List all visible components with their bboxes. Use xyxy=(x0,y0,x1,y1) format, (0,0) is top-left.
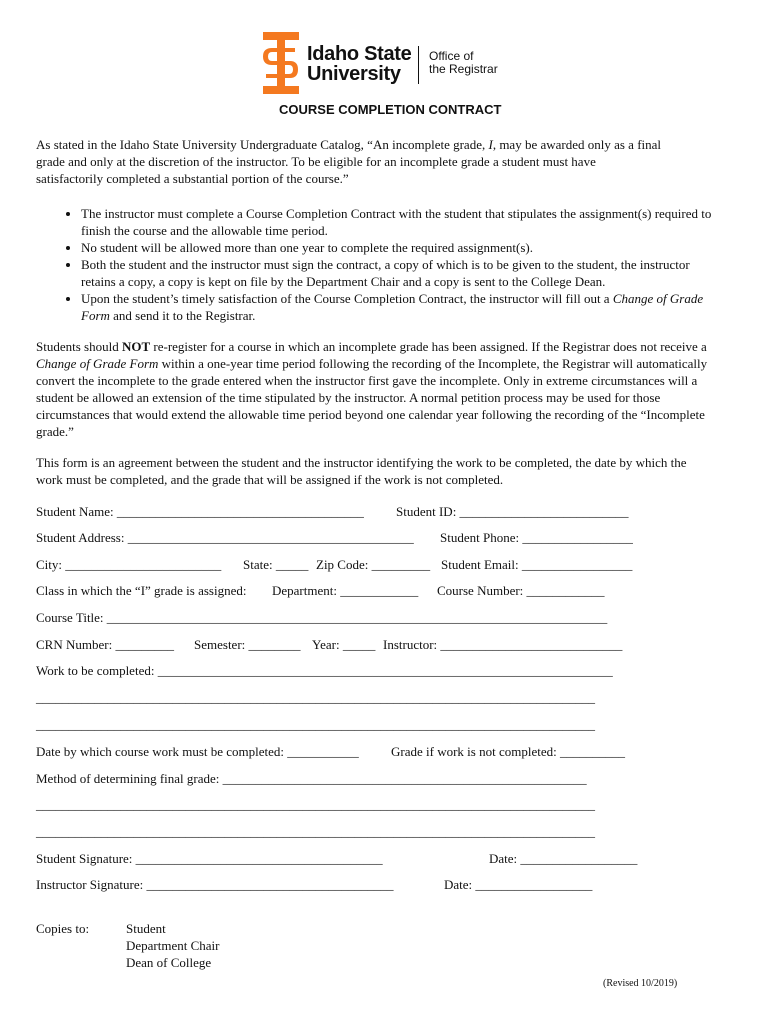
method-line-3[interactable]: ______________________________________________________________________________________ xyxy=(36,824,595,839)
para2-text-d: Change of Grade Form xyxy=(36,356,159,371)
work-to-be-completed-field[interactable]: Work to be completed: ______________________________________________________________________ xyxy=(36,663,613,678)
copies-label: Copies to: xyxy=(36,921,90,936)
reregister-paragraph xyxy=(36,338,708,440)
intro-text-a: As stated in the Idaho State University Undergraduate Catalog, “An incomplete grade, xyxy=(36,137,489,152)
completion-date-field[interactable]: Date by which course work must be completed: ___________ xyxy=(36,744,359,759)
grading-method-field[interactable]: Method of determining final grade: ________________________________________________________ xyxy=(36,771,587,786)
document-title: COURSE COMPLETION CONTRACT xyxy=(279,102,502,117)
para2-text-b: NOT xyxy=(121,339,151,354)
work-line-2[interactable]: ______________________________________________________________________________________ xyxy=(36,690,595,705)
state-field[interactable]: State: _____ xyxy=(243,557,309,572)
logo-divider xyxy=(418,46,419,84)
student-address-field[interactable]: Student Address: ____________________________________________ xyxy=(36,530,414,545)
office-line-2: the Registrar xyxy=(429,62,498,76)
grade-if-not-completed-field[interactable]: Grade if work is not completed: __________ xyxy=(391,744,625,759)
revision-note: (Revised 10/2019) xyxy=(603,978,678,989)
bullet-4-text-b: Change of Grade Form xyxy=(81,291,704,323)
university-name xyxy=(307,44,412,84)
university-line-2: University xyxy=(307,63,401,85)
course-number-field[interactable]: Course Number: ____________ xyxy=(437,583,605,598)
list-item: • The instructor must complete a Course Completion Contract with the student that stipulates the assignment(s) required to finish the course and the allowable time period. xyxy=(81,205,716,239)
intro-paragraph xyxy=(36,136,666,187)
list-item xyxy=(81,290,716,324)
student-name-field[interactable]: Student Name: ______________________________________ xyxy=(36,504,364,519)
header-logo xyxy=(262,32,502,94)
copies-list xyxy=(126,920,220,971)
university-line-1: Idaho State xyxy=(307,43,412,65)
student-phone-field[interactable]: Student Phone: _________________ xyxy=(440,530,633,545)
list-item: Dean of College xyxy=(126,955,212,970)
para2-text-c: re-register for a course in which an incomplete grade has been assigned. If the Registrar does not receive a xyxy=(150,339,707,354)
intro-text-b: I xyxy=(488,137,493,152)
method-line-2[interactable]: ______________________________________________________________________________________ xyxy=(36,797,595,812)
department-field[interactable]: Department: ____________ xyxy=(272,583,419,598)
work-line-3[interactable]: ______________________________________________________________________________________ xyxy=(36,717,595,732)
city-field[interactable]: City: ________________________ xyxy=(36,557,222,572)
office-name xyxy=(429,50,498,76)
para2-text-a: Students should xyxy=(36,339,122,354)
class-grade-label: Class in which the “I” grade is assigned: xyxy=(36,583,247,598)
intro-text-c: , may be awarded only as a final grade and only at the discretion of the instructor. To be eligible for an incomplete grade a student must have satisfactorily completed a substantial portion of the course.” xyxy=(36,137,662,186)
instructor-signature-field[interactable]: Instructor Signature: ______________________________________ xyxy=(36,877,394,892)
instructor-signature-date-field[interactable]: Date: __________________ xyxy=(444,877,593,892)
para2-text-e: within a one-year time period following the recording of the Incomplete, the Registrar will automatically convert the incomplete to the grade entered when the instructor first gave the incomplete. Only in extreme circumstances will a student be allowed an extension of the time stipulated by the instructor. A normal petition process may be used for those circumstances that would extend the allowable time period beyond one calendar year following the recording of the “Incomplete grade.” xyxy=(36,356,708,439)
list-item: Department Chair xyxy=(126,938,220,953)
student-signature-field[interactable]: Student Signature: ______________________________________ xyxy=(36,851,383,866)
isu-logo-icon xyxy=(262,32,300,94)
year-field[interactable]: Year: _____ xyxy=(312,637,376,652)
agreement-paragraph: This form is an agreement between the student and the instructor identifying the work to be completed, the date by which the work must be completed, and the grade that will be assigned if the work is not completed. xyxy=(36,455,687,487)
zip-code-field[interactable]: Zip Code: _________ xyxy=(316,557,431,572)
instructor-field[interactable]: Instructor: ____________________________ xyxy=(383,637,623,652)
bullet-4-text-c: and send it to the Registrar. xyxy=(109,308,256,323)
rules-list xyxy=(36,205,716,324)
student-signature-date-field[interactable]: Date: __________________ xyxy=(489,851,638,866)
student-email-field[interactable]: Student Email: _________________ xyxy=(441,557,633,572)
student-id-field[interactable]: Student ID: __________________________ xyxy=(396,504,629,519)
list-item: Student xyxy=(126,921,166,936)
crn-number-field[interactable]: CRN Number: _________ xyxy=(36,637,174,652)
bullet-4-text-a: Upon the student’s timely satisfaction of the Course Completion Contract, the instructor will fill out a xyxy=(81,291,613,306)
list-item: • No student will be allowed more than one year to complete the required assignment(s). xyxy=(81,239,716,256)
list-item: • Both the student and the instructor must sign the contract, a copy of which is to be given to the student, the instructor retains a copy, a copy is kept on file by the Department Chair and a copy is sent to the College Dean. xyxy=(81,256,716,290)
course-title-field[interactable]: Course Title: _____________________________________________________________________________ xyxy=(36,610,608,625)
semester-field[interactable]: Semester: ________ xyxy=(194,637,301,652)
office-line-1: Office of xyxy=(429,49,474,63)
